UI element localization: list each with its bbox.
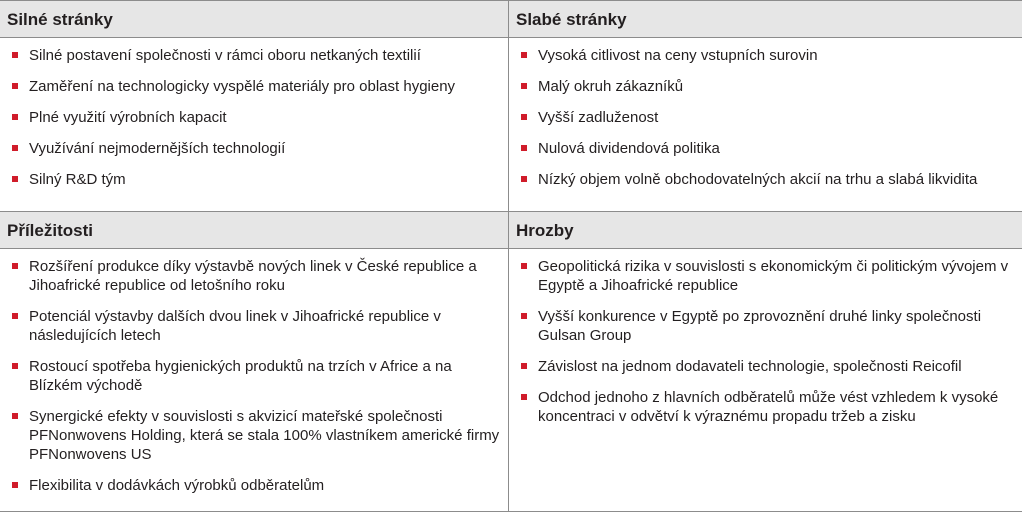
square-bullet-icon	[12, 145, 18, 151]
square-bullet-icon	[521, 114, 527, 120]
square-bullet-icon	[12, 482, 18, 488]
item-text: Synergické efekty v souvislosti s akvizicí mateřské společnosti PFNonwovens Holding, která se stala 100% vlastníkem americké firmy PFNonwovens US	[29, 408, 500, 463]
item-text: Potenciál výstavby dalších dvou linek v Jihoafrické republice v následujících letech	[29, 308, 441, 344]
opportunities-header: Příležitosti	[0, 211, 509, 249]
list-item	[509, 46, 1022, 65]
square-bullet-icon	[12, 413, 18, 419]
list-item	[0, 108, 508, 127]
square-bullet-icon	[521, 313, 527, 319]
weaknesses-list	[509, 46, 1022, 189]
item-text: Vysoká citlivost na ceny vstupních surovin	[538, 47, 818, 64]
list-item	[0, 46, 508, 65]
list-item	[509, 307, 1022, 345]
list-item	[0, 170, 508, 189]
threats-cell	[509, 249, 1022, 512]
list-item	[0, 407, 508, 464]
item-text: Flexibilita v dodávkách výrobků odběratelům	[29, 477, 325, 494]
square-bullet-icon	[12, 83, 18, 89]
item-text: Silný R&D tým	[29, 171, 126, 188]
list-item	[509, 257, 1022, 295]
item-text: Vyšší konkurence v Egyptě po zprovoznění druhé linky společnosti Gulsan Group	[538, 308, 982, 344]
list-item	[0, 357, 508, 395]
square-bullet-icon	[521, 394, 527, 400]
item-text: Vyšší zadluženost	[538, 109, 659, 126]
square-bullet-icon	[12, 114, 18, 120]
square-bullet-icon	[521, 363, 527, 369]
list-item	[0, 77, 508, 96]
list-item	[0, 476, 508, 495]
item-text: Odchod jednoho z hlavních odběratelů může vést vzhledem k vysoké koncentraci v odvětví k výraznému propadu tržeb a zisku	[538, 389, 999, 425]
square-bullet-icon	[12, 263, 18, 269]
threats-list	[509, 257, 1022, 426]
strengths-cell	[0, 38, 509, 211]
list-item	[509, 170, 1022, 189]
item-text: Silné postavení společnosti v rámci oboru netkaných textilií	[29, 47, 421, 64]
list-item	[0, 257, 508, 295]
item-text: Plné využití výrobních kapacit	[29, 109, 227, 126]
item-text: Rostoucí spotřeba hygienických produktů na trzích v Africe a na Blízkém východě	[29, 358, 452, 394]
item-text: Nulová dividendová politika	[538, 140, 720, 157]
square-bullet-icon	[521, 52, 527, 58]
weaknesses-header: Slabé stránky	[509, 0, 1022, 38]
square-bullet-icon	[12, 313, 18, 319]
item-text: Nízký objem volně obchodovatelných akcií na trhu a slabá likvidita	[538, 171, 978, 188]
square-bullet-icon	[521, 263, 527, 269]
list-item	[0, 307, 508, 345]
square-bullet-icon	[521, 176, 527, 182]
weaknesses-cell	[509, 38, 1022, 211]
list-item	[0, 139, 508, 158]
square-bullet-icon	[521, 145, 527, 151]
opportunities-cell	[0, 249, 509, 512]
square-bullet-icon	[521, 83, 527, 89]
square-bullet-icon	[12, 363, 18, 369]
list-item	[509, 139, 1022, 158]
item-text: Závislost na jednom dodavateli technologie, společnosti Reicofil	[538, 358, 962, 375]
item-text: Geopolitická rizika v souvislosti s ekonomickým či politickým vývojem v Egyptě a Jihoafrické republice	[538, 258, 1009, 294]
strengths-header: Silné stránky	[0, 0, 509, 38]
square-bullet-icon	[12, 176, 18, 182]
square-bullet-icon	[12, 52, 18, 58]
list-item	[509, 388, 1022, 426]
item-text: Využívání nejmodernějších technologií	[29, 140, 286, 157]
item-text: Rozšíření produkce díky výstavbě nových linek v České republice a Jihoafrické republice od letošního roku	[29, 258, 477, 294]
item-text: Malý okruh zákazníků	[538, 78, 684, 95]
list-item	[509, 357, 1022, 376]
threats-header: Hrozby	[509, 211, 1022, 249]
opportunities-list	[0, 257, 508, 495]
list-item	[509, 108, 1022, 127]
item-text: Zaměření na technologicky vyspělé materiály pro oblast hygieny	[29, 78, 456, 95]
list-item	[509, 77, 1022, 96]
strengths-list	[0, 46, 508, 189]
